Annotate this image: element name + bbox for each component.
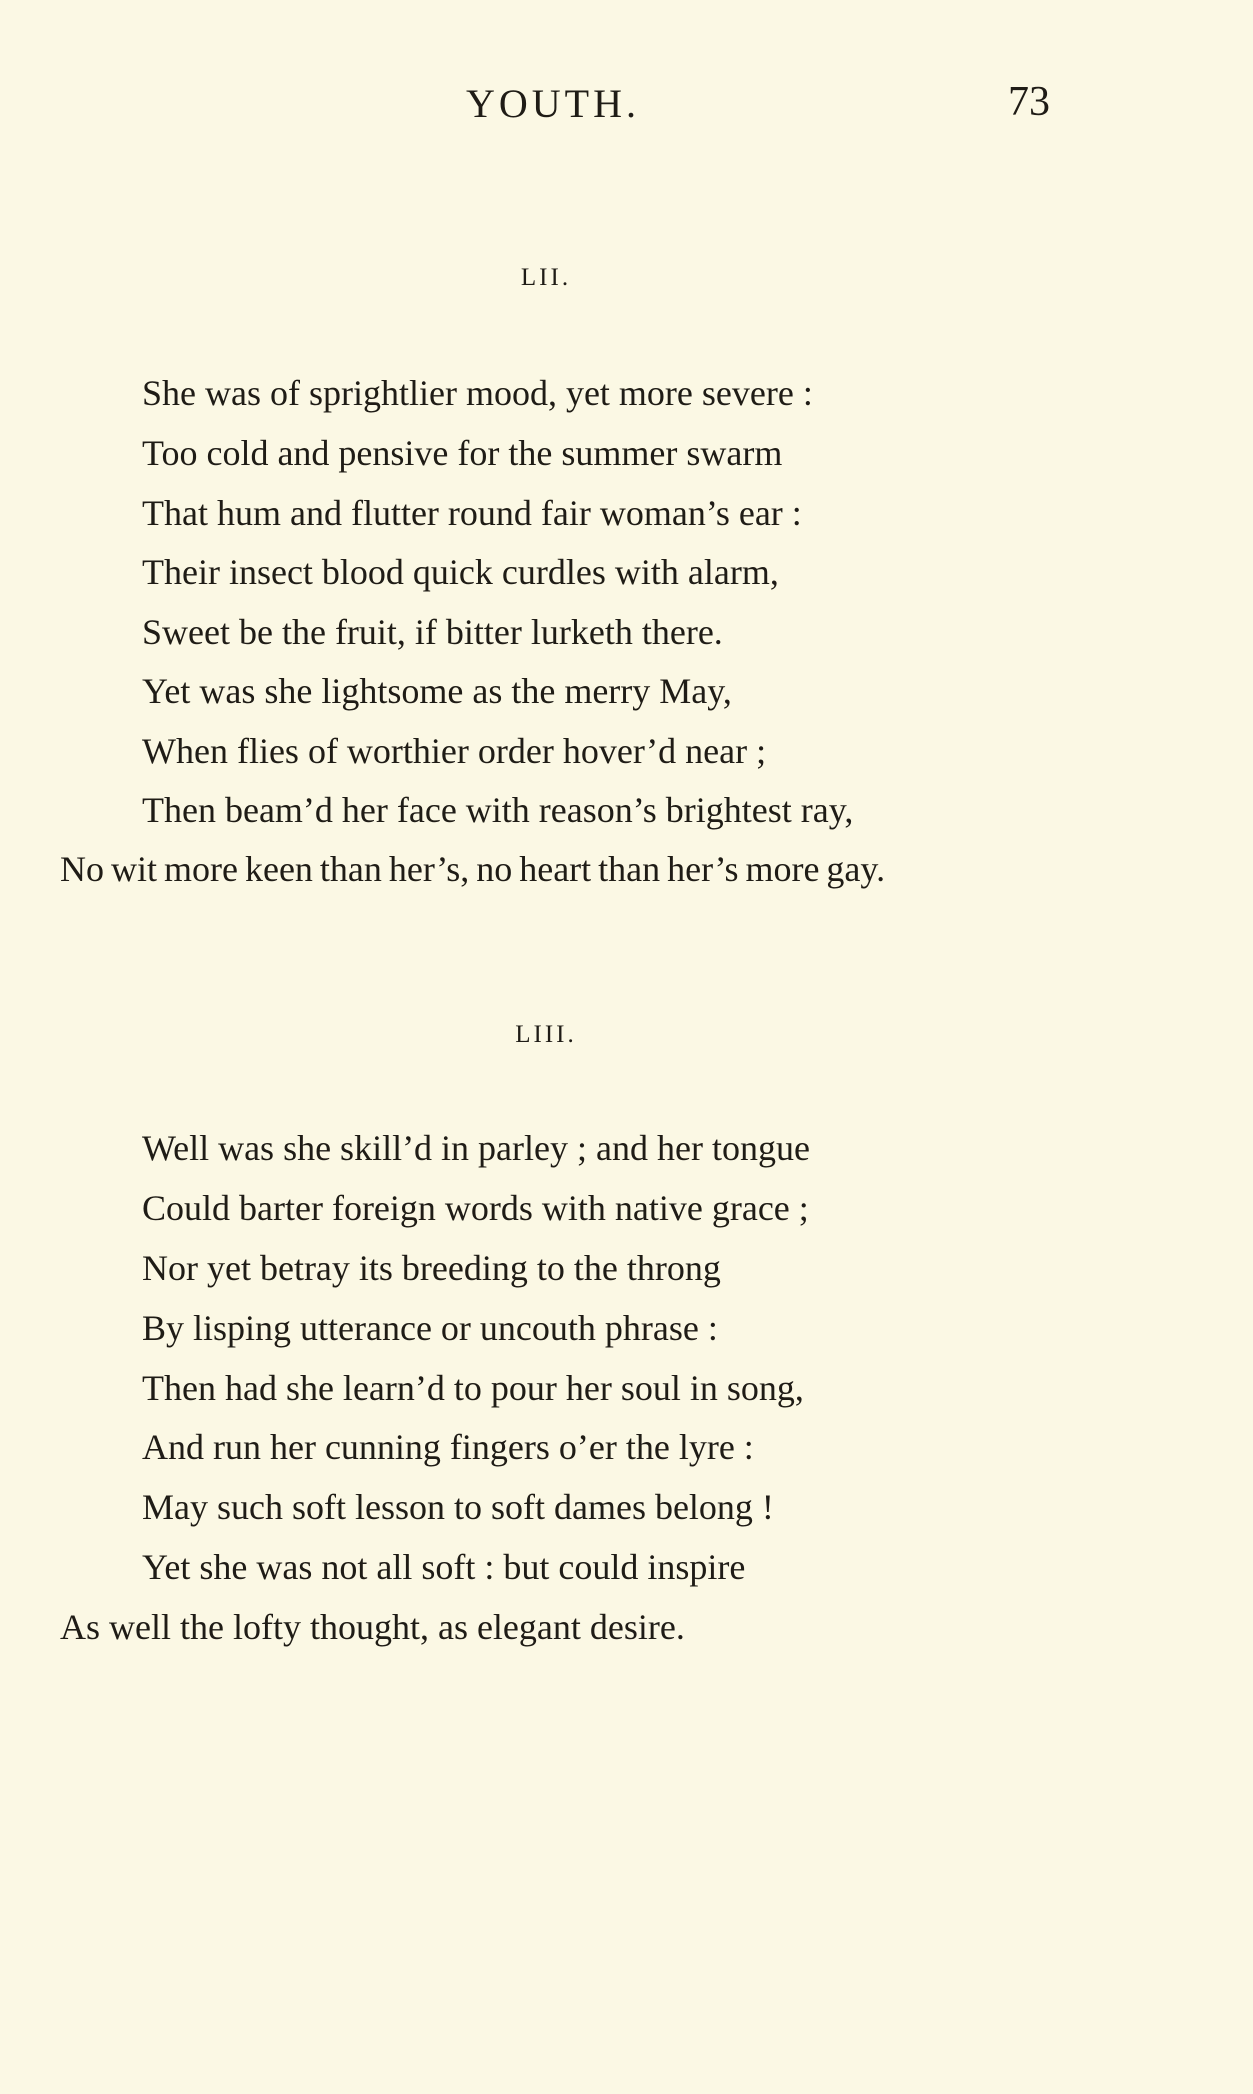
verse-line: Too cold and pensive for the summer swarm <box>142 433 783 473</box>
verse-line: Then beam’d her face with reason’s brightest ray, <box>142 790 854 830</box>
verse-line: Then had she learn’d to pour her soul in song, <box>142 1368 804 1408</box>
verse-line: May such soft lesson to soft dames belong ! <box>142 1487 774 1527</box>
stanza-numeral: LIII. <box>515 1021 577 1048</box>
verse-line: And run her cunning fingers o’er the lyre : <box>142 1427 754 1467</box>
verse-line: Nor yet betray its breeding to the throng <box>142 1248 721 1288</box>
verse-line: Yet was she lightsome as the merry May, <box>142 671 732 711</box>
verse-line: Sweet be the fruit, if bitter lurketh there. <box>142 612 723 652</box>
verse-line: By lisping utterance or uncouth phrase : <box>142 1308 718 1348</box>
page-number: 73 <box>1008 79 1050 125</box>
running-title: YOUTH. <box>466 81 640 126</box>
verse-line: Well was she skill’d in parley ; and her tongue <box>142 1128 810 1168</box>
running-head <box>0 74 1253 134</box>
verse-line-alexandrine: No wit more keen than her’s, no heart than her’s more gay. <box>60 849 886 889</box>
verse-line: Yet she was not all soft : but could inspire <box>142 1547 746 1587</box>
stanza-numeral: LII. <box>520 264 572 291</box>
verse-line: When flies of worthier order hover’d near ; <box>142 731 767 771</box>
verse-line: She was of sprightlier mood, yet more severe : <box>142 373 813 413</box>
verse-line: Could barter foreign words with native grace ; <box>142 1188 809 1228</box>
verse-line: Their insect blood quick curdles with alarm, <box>142 552 779 592</box>
verse-line-alexandrine: As well the lofty thought, as elegant desire. <box>60 1607 685 1647</box>
verse-line: That hum and flutter round fair woman’s ear : <box>142 493 802 533</box>
